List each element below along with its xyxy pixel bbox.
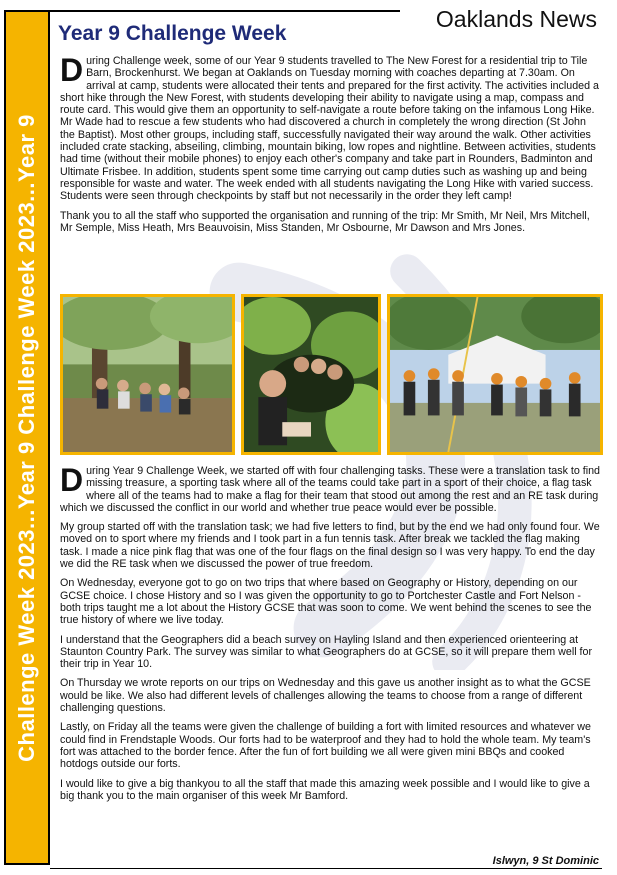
article-2: [60, 462, 602, 809]
masthead: Oaklands News: [435, 6, 597, 32]
article-2-paragraph-3: On Wednesday, everyone got to go on two trips that where based on Geography or History, depending on our GCSE choice. I chose History and so I was given the opportunity to go to Portchester Castle and Fort Nelson - both trips taught me a lot about the History GCSE that was soon to come. We went behind the scenes to see the true history of where we live today.: [60, 577, 592, 627]
article-2-paragraph-7: I would like to give a big thankyou to all the staff that made this amazing week possible and I would like to give a big thank you to the main organiser of this week Mr Bamford.: [60, 777, 590, 802]
bottom-rule: [50, 868, 602, 869]
article-1-paragraph-2: Thank you to all the staff who supported the organisation and running of the trip: Mr Smith, Mr Neil, Mrs Mitchell, Mr Semple, Miss Heath, Mrs Beauvoisin, Miss Standen, Mr Osbourne, Mr Dawson and Mrs Jones.: [60, 209, 590, 234]
article-1-paragraph-1: During Challenge week, some of our Year 9 students travelled to The New Forest for a residential trip to Tile Barn, Brockenhurst. We began at Oaklands on Tuesday morning with coaches departing at 7.30am. On arrival at camp, students were allocated their tents and prepared for the first activity. The activities included a short hike through the New Forest, with students developing their ability to navigate using a map, compass and route card. This would give them an opportunity to self-navigate a route before taking on the infamous Long Hike. Mr Wade had to rescue a few students who had discovered a church in completely the wrong direction (St John the Baptist). Most other groups, including staff, successfully navigated their way around the walk. Other activities included crate stacking, abseiling, climbing, mountain biking, low ropes and nightline. Between activities, students had time (without their mobile phones) to enjoy each other's company and take part in Rounders, Badminton and Ultimate Frisbee. In addition, students spent some time carrying out camp duties such as washing up and being responsible for waste and water. The week ended with all students navigating the Long Hike with varied success. Students were seen through checkpoints by staff but not necessarily in the order they left camp!: [60, 52, 599, 203]
article-1: [60, 52, 602, 241]
article-2-paragraph-2: My group started off with the translation task; we had five letters to find, but by the end we had only found four. We moved on to sport where my friends and I took part in a fun tennis task. After break we tackled the flag making task. I made a nice pink flag that was one of the four flags on the final design so I was very happy. To end the day we did the RE task when we discussed the power of true freedom.: [60, 521, 600, 571]
page-title: Year 9 Challenge Week: [58, 22, 287, 45]
photo-students-under-leaves: [241, 294, 381, 455]
article-2-paragraph-5: On Thursday we wrote reports on our trips on Wednesday and this gave us another insight as to what the GCSE would be like. We also had different levels of challenges allowing the teams to choose from a range of different challenging questions.: [60, 677, 591, 715]
dropcap: D: [60, 462, 84, 498]
photo-strip: [60, 294, 603, 457]
byline: Islwyn, 9 St Dominic: [492, 855, 599, 867]
sidebar-text: Challenge Week 2023...Year 9 Challenge Week 2023...Year 9: [14, 113, 39, 762]
article-2-paragraph-1: During Year 9 Challenge Week, we started off with four challenging tasks. These were a translation task to find missing treasure, a sporting task where all of the teams could take part in a sport of their choice, a flag task where all of the teams had to make a flag for their team that stood out among the rest and an RE task during which we discussed the conflict in our world and whether true peace would ever be possible.: [60, 462, 600, 514]
photo-students-at-camp: [387, 294, 603, 455]
article-2-paragraph-6: Lastly, on Friday all the teams were given the challenge of building a fort with limited resources and whatever we could find in Frendstaple Woods. Our forts had to be waterproof and they had to hold the whole team. My team's fort was attached to the border fence. After the fun of fort building we all were given mini BBQs and cooked hotdogs outside our forts.: [60, 721, 591, 771]
photo-students-in-forest: [60, 294, 235, 455]
sidebar-banner: [4, 10, 50, 865]
top-rule: [50, 10, 400, 12]
article-2-paragraph-4: I understand that the Geographers did a beach survey on Hayling Island and then experienced orienteering at Staunton Country Park. The survey was similar to what Geographers do at GCSE, so it will prepare them well for their trip in Year 10.: [60, 633, 593, 671]
dropcap: D: [60, 52, 84, 88]
